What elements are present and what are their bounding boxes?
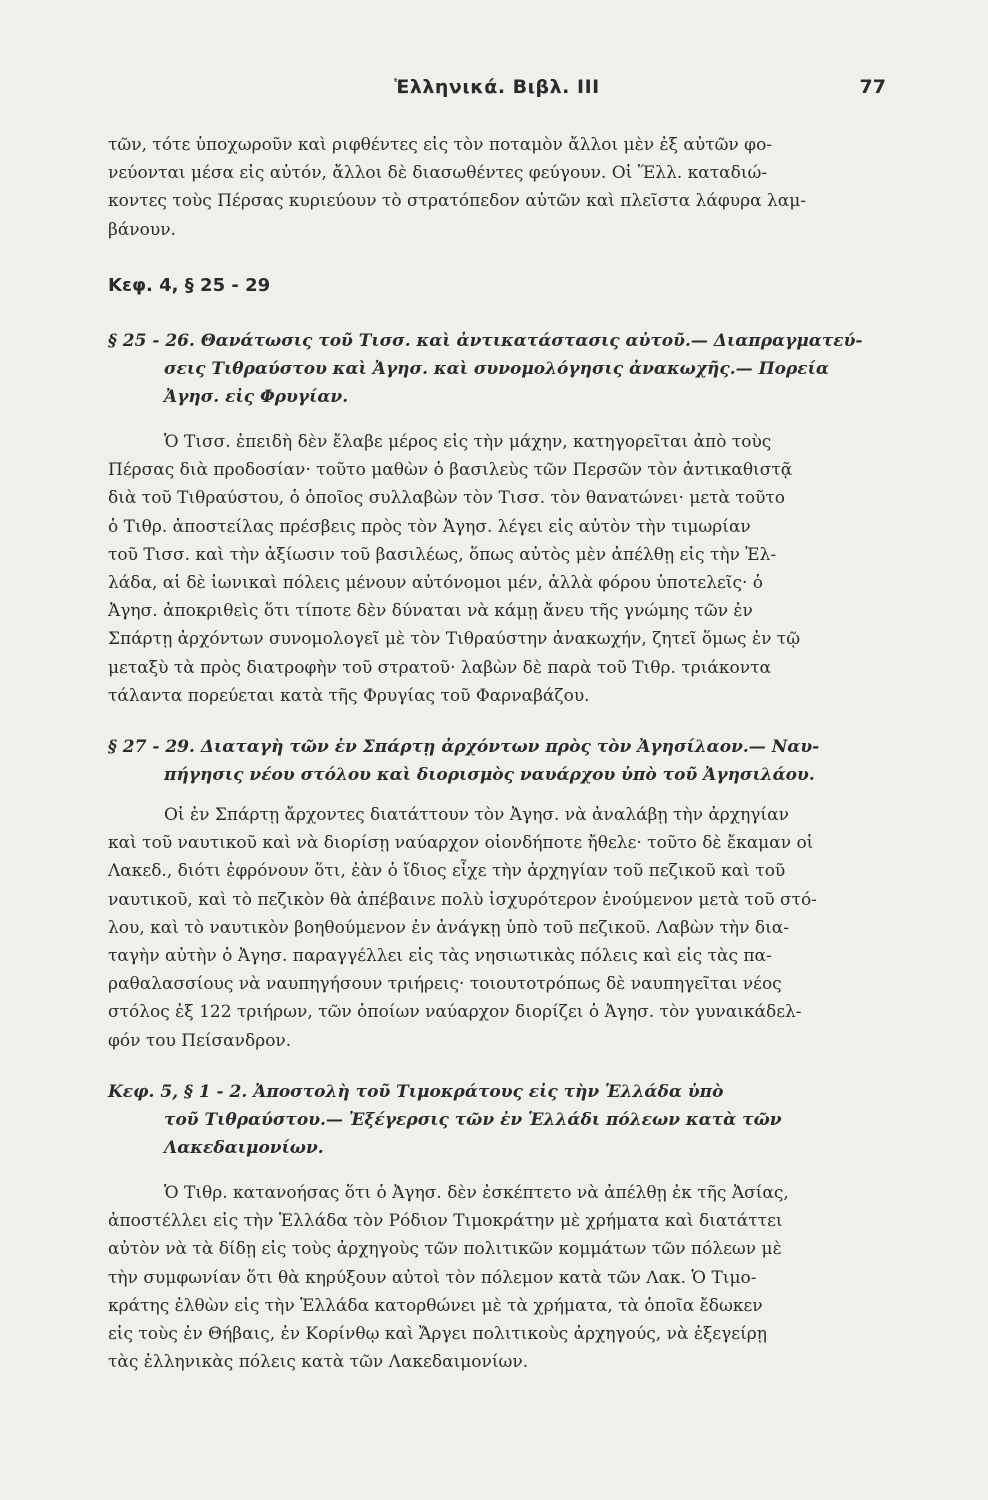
- chapter-4-heading: Κεφ. 4, § 25 - 29: [108, 275, 271, 296]
- chapter-5-body: [108, 1179, 888, 1376]
- heading-line: Λακεδαιμονίων.: [164, 1138, 324, 1159]
- heading-line: τοῦ Τιθραύστου.— Ἐξέγερσις τῶν ἐν Ἑλλάδι πόλεων κατὰ τῶν: [164, 1110, 782, 1131]
- text-line: φόν του Πείσανδρον.: [108, 1030, 292, 1051]
- intro-paragraph: [108, 131, 888, 244]
- text-line: διὰ τοῦ Τιθραύστου, ὁ ὁποῖος συλλαβὼν τὸν Τισσ. τὸν θανατώνει· μετὰ τοῦτο: [108, 488, 786, 509]
- text-line: τάλαντα πορεύεται κατὰ τῆς Φρυγίας τοῦ Φαρναβάζου.: [108, 685, 590, 706]
- text-line: ἀποστέλλει εἰς τὴν Ἑλλάδα τὸν Ρόδιον Τιμοκράτην μὲ χρήματα καὶ διατάττει: [108, 1211, 783, 1232]
- text-line: Λακεδ., διότι ἐφρόνουν ὅτι, ἐὰν ὁ ἴδιος εἶχε τὴν ἀρχηγίαν τοῦ πεζικοῦ καὶ τοῦ: [108, 861, 786, 882]
- section-25-26-heading: [108, 327, 888, 412]
- text-line: Οἱ ἐν Σπάρτῃ ἄρχοντες διατάττουν τὸν Ἀγησ. νὰ ἀναλάβῃ τὴν ἀρχηγίαν: [164, 805, 789, 825]
- text-line: ναυτικοῦ, καὶ τὸ πεζικὸν θὰ ἀπέβαινε πολὺ ἰσχυρότερον ἑνούμενον μετὰ τοῦ στό-: [108, 889, 817, 910]
- text-line: στόλος ἐξ 122 τριήρων, τῶν ὁποίων ναύαρχον διορίζει ὁ Ἀγησ. τὸν γυναικάδελ-: [108, 1002, 802, 1023]
- section-27-29-heading: [108, 733, 888, 789]
- text-line: μεταξὺ τὰ πρὸς διατροφὴν τοῦ στρατοῦ· λαβὼν δὲ παρὰ τοῦ Τιθρ. τριάκοντα: [108, 657, 771, 678]
- text-line: καὶ τοῦ ναυτικοῦ καὶ νὰ διορίσῃ ναύαρχον οἱονδήποτε ἤθελε· τοῦτο δὲ ἔκαμαν οἱ: [108, 833, 814, 854]
- heading-line: πήγησις νέου στόλου καὶ διορισμὸς ναυάρχου ὑπὸ τοῦ Ἀγησιλάου.: [164, 765, 815, 786]
- text-line: κράτης ἐλθὼν εἰς τὴν Ἑλλάδα κατορθώνει μὲ τὰ χρήματα, τὰ ὁποῖα ἔδωκεν: [108, 1295, 763, 1316]
- text-line: ραθαλασσίους νὰ ναυπηγήσουν τριήρεις· τοιουτοτρόπως δὲ ναυπηγεῖται νέος: [108, 974, 782, 995]
- text-line: τὰς ἑλληνικὰς πόλεις κατὰ τῶν Λακεδαιμονίων.: [108, 1352, 529, 1373]
- heading-line: Ἀγησ. εἰς Φρυγίαν.: [164, 387, 349, 408]
- section-27-29-body: [108, 801, 888, 1055]
- section-25-26-body: [108, 428, 888, 710]
- running-title: Ἑλληνικά. Βιβλ. III: [394, 76, 600, 98]
- text-line: Σπάρτῃ ἀρχόντων συνομολογεῖ μὲ τὸν Τιθραύστην ἀνακωχήν, ζητεῖ ὅμως ἐν τῷ: [108, 629, 801, 650]
- page-number: 77: [859, 76, 886, 98]
- text-line: λάδα, αἱ δὲ ἰωνικαὶ πόλεις μένουν αὐτόνομοι μέν, ἀλλὰ φόρου ὑποτελεῖς· ὁ: [108, 573, 764, 594]
- text-line: ὁ Τιθρ. ἀποστείλας πρέσβεις πρὸς τὸν Ἀγησ. λέγει εἰς αὐτὸν τὴν τιμωρίαν: [108, 516, 751, 537]
- text-line: κοντες τοὺς Πέρσας κυριεύουν τὸ στρατόπεδον αὐτῶν καὶ πλεῖστα λάφυρα λαμ-: [108, 191, 807, 212]
- text-line: τῶν, τότε ὑποχωροῦν καὶ ριφθέντες εἰς τὸν ποταμὸν ἄλλοι μὲν ἐξ αὐτῶν φο-: [108, 135, 773, 155]
- text-line: νεύονται μέσα εἰς αὐτόν, ἄλλοι δὲ διασωθέντες φεύγουν. Οἱ Ἕλλ. καταδιώ-: [108, 163, 768, 184]
- text-line: λου, καὶ τὸ ναυτικὸν βοηθούμενον ἐν ἀνάγκῃ ὑπὸ τοῦ πεζικοῦ. Λαβὼν τὴν δια-: [108, 917, 789, 938]
- text-line: τοῦ Τισσ. καὶ τὴν ἀξίωσιν τοῦ βασιλέως, ὅπως αὐτὸς μὲν ἀπέλθῃ εἰς τὴν Ἑλ-: [108, 544, 777, 565]
- text-line: Ἀγησ. ἀποκριθεὶς ὅτι τίποτε δὲν δύναται νὰ κάμῃ ἄνευ τῆς γνώμης τῶν ἐν: [108, 601, 753, 622]
- text-line: ταγὴν αὐτὴν ὁ Ἀγησ. παραγγέλλει εἰς τὰς νησιωτικὰς πόλεις καὶ εἰς τὰς πα-: [108, 946, 772, 967]
- running-header: [108, 76, 886, 106]
- text-line: τὴν συμφωνίαν ὅτι θὰ κηρύξουν αὐτοὶ τὸν πόλεμον κατὰ τῶν Λακ. Ὁ Τιμο-: [108, 1267, 757, 1288]
- text-line: Ὁ Τιθρ. κατανοήσας ὅτι ὁ Ἀγησ. δὲν ἐσκέπτετο νὰ ἀπέλθῃ ἐκ τῆς Ἀσίας,: [164, 1183, 789, 1203]
- text-line: βάνουν.: [108, 219, 176, 240]
- text-line: Πέρσας διὰ προδοσίαν· τοῦτο μαθὼν ὁ βασιλεὺς τῶν Περσῶν τὸν ἀντικαθιστᾷ: [108, 460, 793, 481]
- chapter-5-heading: [108, 1078, 888, 1163]
- text-line: Ὁ Τισσ. ἐπειδὴ δὲν ἔλαβε μέρος εἰς τὴν μάχην, κατηγορεῖται ἀπὸ τοὺς: [164, 432, 772, 452]
- heading-line: Κεφ. 5, § 1 - 2. Ἀποστολὴ τοῦ Τιμοκράτους εἰς τὴν Ἑλλάδα ὑπὸ: [108, 1082, 724, 1102]
- text-line: αὐτὸν νὰ τὰ δίδῃ εἰς τοὺς ἀρχηγοὺς τῶν πολιτικῶν κομμάτων τῶν πόλεων μὲ: [108, 1239, 782, 1260]
- heading-line: § 27 - 29. Διαταγὴ τῶν ἐν Σπάρτῃ ἀρχόντων πρὸς τὸν Ἀγησίλαον.— Ναυ-: [108, 737, 820, 757]
- text-line: εἰς τοὺς ἐν Θήβαις, ἐν Κορίνθῳ καὶ Ἄργει πολιτικοὺς ἀρχηγούς, νὰ ἐξεγείρῃ: [108, 1324, 767, 1345]
- heading-line: § 25 - 26. Θανάτωσις τοῦ Τισσ. καὶ ἀντικατάστασις αὐτοῦ.— Διαπραγματεύ-: [108, 331, 863, 351]
- heading-line: σεις Τιθραύστου καὶ Ἀγησ. καὶ συνομολόγησις ἀνακωχῆς.— Πορεία: [164, 359, 829, 380]
